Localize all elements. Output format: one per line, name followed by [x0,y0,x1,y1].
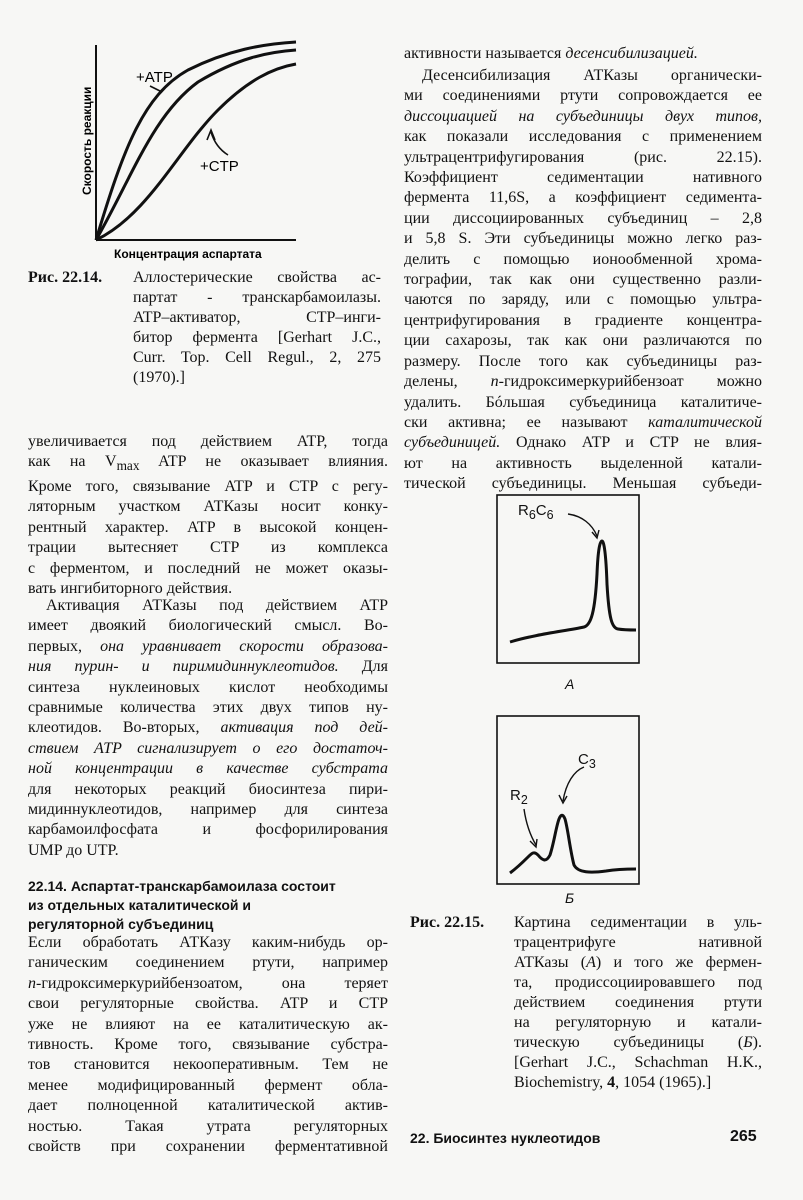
text-line: чаются по заряду, или с помощью ультра- [404,291,762,309]
text-line: для некоторых реакций биосинтеза пири- [28,780,388,798]
text-line: ют на активность выделенной катали- [404,454,762,472]
text-line: центрифугирования в градиенте концентра- [404,311,762,329]
panel-b-trace [510,815,636,873]
curve-atp [96,42,296,240]
text-line: трации вытесняет CTP из комплекса [28,539,388,557]
heading-line: 22.14. Аспартат-транскарбамоилаза состоит [28,878,336,894]
text-line: уже не влияют на ее каталитическую ак- [28,1015,388,1033]
page-number: 265 [730,1128,757,1145]
y-axis-label: Скорость реакции [80,86,94,195]
right-paragraph-2 [404,66,762,495]
text-line: делить с помощью ионообменной хрома- [404,250,762,268]
text-line: тов становится некооперативным. Тем не [28,1056,388,1074]
text-line: свойств при сохранении ферментативной [28,1138,388,1156]
caption-line: Biochemistry, 4, 1054 (1965).] [514,1074,712,1091]
panel-a-trace [510,541,636,642]
text-line: сравнимые количества этих двух типов ну- [28,699,388,717]
text-line: ляторным участком АТКазы носит конку- [28,498,388,516]
text-line: делены, п-гидроксимеркурийбензоат можно [404,373,763,391]
text-line: с ферментом, и последний не может оказы- [28,559,388,577]
panel-a-peak-label: $R_6C_6$ [518,502,554,522]
label-ctp: +CTP [200,158,239,175]
text-line: ной концентрации в качестве субстрата [28,760,388,778]
section-heading [28,877,388,934]
text-line: тической субъединицы. Меньшая субъеди- [404,475,762,493]
panel-b-peak2-label: $C_3$ [578,751,596,771]
left-paragraph-1 [28,432,388,599]
text-line: ультрацентрифугирования (рис. 22.15). [404,148,762,166]
text-line: тографии, так как они существенно разли- [404,271,762,289]
text-line: Десенсибилизация АТКазы органически- [422,67,762,84]
text-line: п-гидроксимеркурийбензоатом, она теряет [28,974,388,992]
text-line: рентный характер. ATP в высокой концен- [28,518,388,536]
text-line: ния пурин- и пиримидиннуклеотидов. Для [28,658,388,676]
panel-b-arrow-r2 [524,809,536,845]
text-line: удалить. Бóльшая субъединица каталитиче- [404,393,762,411]
caption-line: ATP–активатор, CTP–инги- [133,309,381,326]
text-line: первых, она уравнивает скорости образова- [28,637,388,655]
caption-line: Аллостерические свойства ас- [133,269,381,286]
curve-control [96,50,296,240]
panel-b-peak2-label-box [578,751,618,777]
caption-text [133,268,381,388]
text-line: ностью. Такая утрата регуляторных [28,1117,388,1135]
caption-line: та, продиссоциировавшего под [514,974,762,991]
caption-label: Рис. 22.14. [28,269,103,286]
panel-b-peak1-label-box [510,787,550,813]
caption-line: Curr. Top. Cell Regul., 2, 275 [133,349,381,366]
caption-22-14 [28,268,388,398]
text-line: ми соединениями ртути сопровождается ее [404,87,762,105]
text-line: ствием ATP сигнализирует о его достаточ- [28,739,388,757]
panel-a-label: А [565,676,575,692]
heading-line: регуляторной субъединиц [28,916,214,932]
caption-line: [Gerhart J.C., Schachman H.K., [514,1054,762,1071]
caption-line: Картина седиментации в уль- [514,914,762,931]
text-line: дает полноценной каталитической актив- [28,1097,388,1115]
text-line: субъединицей. Однако ATP и CTP не влия- [404,434,762,452]
right-paragraph-1 [404,44,762,64]
text-line: ски активна; ее называют каталитической [404,413,762,431]
figure-22-15-panel-b [496,715,640,885]
panel-b-label: Б [565,890,575,906]
running-footer-chapter: 22. Биосинтез нуклеотидов [410,1130,601,1146]
caption-line: тическую субъединицы (Б). [514,1034,762,1051]
arrow-ctp-head [207,130,215,140]
text-line: Активация АТКазы под действием ATP [46,597,388,614]
caption-line: (1970).] [133,369,185,386]
text-line: активности называется десенсибилизацией. [404,45,698,62]
caption-line: на регуляторную и катали- [514,1014,762,1031]
text-line: фермента 11,6S, а коэффициент седимента- [404,189,762,207]
x-axis-label: Концентрация аспартата [114,247,262,261]
text-line: ции диссоциированных субъединиц – 2,8 [404,209,762,227]
text-line: размеру. После того как субъединицы раз- [404,352,762,370]
caption-line: действием соединения ртути [514,994,762,1011]
text-line: Коэффициент седиментации нативного [404,169,762,187]
heading-line: из отдельных каталитической и [28,897,251,913]
panel-a-peak-label-box [518,502,578,528]
caption-22-15 [410,913,762,1103]
caption-line: АТКазы (А) и того же фермен- [514,954,762,971]
text-line: диссоциацией на субъединицы двух типов, [404,107,762,125]
text-line: и 5,8 S. Эти субъединицы можно легко раз- [404,230,762,248]
arrow-atp [150,86,162,92]
text-line: мидиннуклеотидов, например для синтеза [28,801,388,819]
label-atp: +ATP [136,69,173,86]
text-line: ганическим соединением ртути, например [28,954,388,972]
text-line: клеотидов. Во-вторых, активация под дей- [28,719,388,737]
panel-b-peak1-label: $R_2$ [510,787,528,807]
text-line: карбамоилфосфата и фосфорилирования [28,821,388,839]
text-line: свои регуляторные свойства. ATP и CTP [28,995,388,1013]
text-line: Кроме того, связывание ATP и CTP с регу- [28,478,388,495]
left-paragraph-3 [28,933,388,1157]
caption-line: трацентрифуге нативной [514,934,762,951]
left-paragraph-2 [28,596,388,861]
caption-label: Рис. 22.15. [410,914,485,931]
text-line: как показали исследования с применением [404,128,762,146]
text-line: Если обработать АТКазу каким-нибудь ор- [28,934,388,951]
text-line: как на $V_{max}$ ATP не оказывает влияния. [28,453,388,474]
caption-text [514,913,762,1093]
text-line: синтеза нуклеиновых кислот необходимы [28,678,388,696]
caption-line: партат - транскарбамоилазы. [133,289,381,306]
figure-22-15-panel-a [496,494,640,664]
text-line: тивность. Кроме того, связывание субстра- [28,1036,388,1054]
text-line: вать ингибиторного действия. [28,580,233,598]
figure-22-14 [28,0,388,265]
caption-line: битор фермента [Gerhart J.C., [133,329,381,346]
text-line: менее модифицированный фермент обла- [28,1076,388,1094]
text-line: увеличивается под действием ATP, тогда [28,433,388,450]
text-line: имеет двоякий биологический смысл. Во- [28,617,388,635]
text-line: ции сахарозы, так как они различаются по [404,332,762,350]
text-line: UMP до UTP. [28,841,119,859]
